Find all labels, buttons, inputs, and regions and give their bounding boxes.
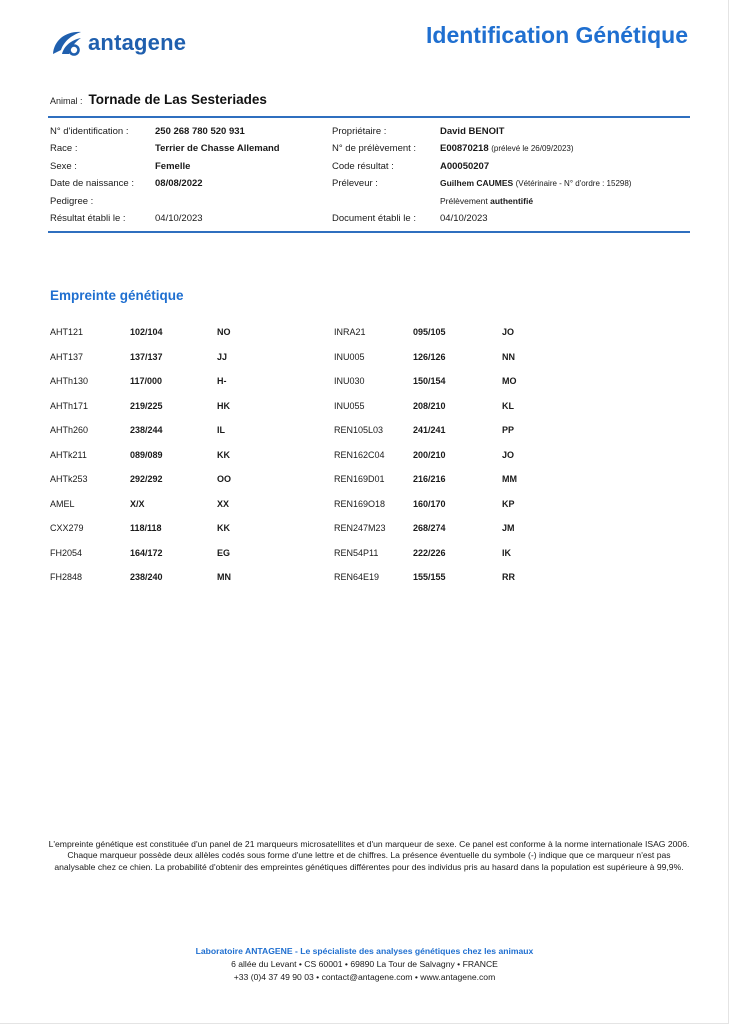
- pedigree-label: Pedigree :: [50, 195, 94, 207]
- animal-label: Animal :: [50, 96, 83, 106]
- info-row: [50, 126, 690, 143]
- logo-text: antagene: [88, 30, 187, 55]
- sample-value: E00870218: [440, 143, 489, 155]
- code-value: A00050207: [440, 160, 490, 172]
- marker-alleles: 102/104: [130, 327, 163, 337]
- marker-code: JM: [502, 523, 515, 533]
- marker-alleles: 292/292: [130, 474, 163, 484]
- marker-code: HK: [217, 400, 230, 411]
- info-row: [50, 161, 690, 178]
- marker-code: IK: [502, 547, 511, 558]
- marker-row: [50, 352, 690, 377]
- marker-row: [50, 523, 690, 548]
- marker-alleles: X/X: [130, 498, 145, 509]
- owner-value: David BENOIT: [440, 126, 505, 137]
- marker-alleles: 155/155: [413, 572, 446, 582]
- marker-row: [50, 450, 690, 475]
- marker-code: EG: [217, 547, 231, 558]
- animal-name: Tornade de Las Sesteriades: [88, 92, 267, 107]
- marker-row: [50, 572, 690, 597]
- sex-label: Sexe :: [50, 160, 77, 172]
- doc-date-value: 04/10/2023: [440, 212, 488, 224]
- marker-name: AHTh260: [50, 425, 89, 435]
- sampler-label: Préleveur :: [332, 178, 378, 190]
- sample-value-group: [440, 143, 574, 154]
- marker-code: MN: [217, 572, 231, 582]
- marker-name: AHTh171: [50, 400, 89, 411]
- marker-alleles: 126/126: [413, 351, 446, 362]
- footer-lab: Laboratoire ANTAGENE - Le spécialiste des analyses génétiques chez les animaux: [195, 946, 534, 956]
- info-row: [50, 196, 690, 213]
- marker-name: INU055: [334, 400, 365, 411]
- footer-contact: +33 (0)4 37 49 90 03 • contact@antagene.com • www.antagene.com: [233, 972, 496, 982]
- race-value: Terrier de Chasse Allemand: [155, 143, 280, 155]
- marker-table: [50, 327, 690, 597]
- marker-code: NN: [502, 351, 515, 362]
- marker-row: [50, 548, 690, 573]
- marker-code: KK: [217, 449, 230, 460]
- marker-name: REN54P11: [334, 547, 379, 558]
- marker-alleles: 117/000: [130, 376, 163, 386]
- marker-name: AMEL: [50, 498, 75, 509]
- result-date-value: 04/10/2023: [155, 212, 203, 224]
- marker-alleles: 160/170: [413, 498, 446, 509]
- marker-alleles: 216/216: [413, 474, 446, 484]
- marker-name: AHT137: [50, 351, 84, 362]
- marker-code: KL: [502, 400, 514, 411]
- birth-value: 08/08/2022: [155, 178, 203, 190]
- sample-note: (prélevé le 26/09/2023): [491, 144, 574, 154]
- marker-name: REN169O18: [334, 498, 386, 509]
- authentic-group: [440, 196, 533, 206]
- marker-alleles: 137/137: [130, 351, 163, 362]
- marker-row: [50, 474, 690, 499]
- marker-code: OO: [217, 474, 232, 484]
- marker-name: REN247M23: [334, 523, 386, 533]
- marker-name: AHT121: [50, 327, 84, 337]
- marker-alleles: 222/226: [413, 547, 446, 558]
- authentic-value: authentifié: [490, 195, 534, 206]
- top-divider: [48, 116, 690, 118]
- marker-alleles: 095/105: [413, 327, 446, 337]
- marker-name: REN105L03: [334, 425, 384, 435]
- sex-value: Femelle: [155, 160, 191, 172]
- marker-alleles: 118/118: [130, 523, 162, 533]
- marker-name: INU005: [334, 351, 365, 362]
- identification-info: [50, 126, 690, 230]
- marker-name: AHTk211: [50, 449, 87, 460]
- info-row: [50, 213, 690, 230]
- info-row: [50, 178, 690, 195]
- antagene-logo-icon: [50, 28, 84, 58]
- document-title: Identification Génétique: [426, 22, 688, 48]
- marker-name: INU030: [334, 376, 365, 386]
- marker-name: REN162C04: [334, 449, 385, 460]
- footer-address: 6 allée du Levant • CS 60001 • 69890 La Tour de Salvagny • FRANCE: [231, 959, 498, 969]
- race-label: Race :: [50, 143, 78, 155]
- marker-name: REN169D01: [334, 474, 385, 484]
- marker-row: [50, 376, 690, 401]
- marker-name: FH2054: [50, 547, 83, 558]
- info-row: [50, 143, 690, 160]
- marker-code: RR: [502, 572, 515, 582]
- result-date-label: Résultat établi le :: [50, 212, 126, 224]
- marker-name: INRA21: [334, 327, 366, 337]
- owner-label: Propriétaire :: [332, 126, 387, 137]
- marker-name: CXX279: [50, 523, 84, 533]
- marker-code: KP: [502, 498, 515, 509]
- marker-alleles: 150/154: [413, 376, 446, 386]
- sample-label: N° de prélèvement :: [332, 143, 417, 155]
- marker-row: [50, 327, 690, 352]
- sampler-value-group: [440, 178, 631, 188]
- marker-alleles: 268/274: [413, 523, 446, 533]
- animal-line: [50, 92, 267, 107]
- footer: [0, 945, 729, 984]
- doc-date-label: Document établi le :: [332, 212, 416, 224]
- marker-alleles: 208/210: [413, 400, 446, 411]
- marker-code: MM: [502, 474, 517, 484]
- id-label: N° d'identification :: [50, 126, 129, 137]
- marker-code: XX: [217, 498, 230, 509]
- marker-alleles: 164/172: [130, 547, 163, 558]
- authentic-prefix: Prélèvement: [440, 195, 488, 206]
- fingerprint-title: Empreinte génétique: [50, 288, 184, 303]
- id-value: 250 268 780 520 931: [155, 126, 245, 137]
- marker-code: PP: [502, 425, 515, 435]
- marker-name: FH2848: [50, 572, 83, 582]
- antagene-logo: [50, 28, 186, 58]
- marker-code: H-: [217, 376, 227, 386]
- marker-code: JO: [502, 327, 515, 337]
- code-label: Code résultat :: [332, 160, 394, 172]
- marker-name: REN64E19: [334, 572, 380, 582]
- marker-alleles: 238/244: [130, 425, 163, 435]
- marker-row: [50, 425, 690, 450]
- marker-alleles: 219/225: [130, 400, 163, 411]
- marker-alleles: 238/240: [130, 572, 163, 582]
- info-divider: [48, 231, 690, 233]
- marker-alleles: 241/241: [413, 425, 446, 435]
- marker-name: AHTk253: [50, 474, 88, 484]
- marker-code: NO: [217, 327, 231, 337]
- marker-name: AHTh130: [50, 376, 89, 386]
- marker-code: IL: [217, 425, 225, 435]
- birth-label: Date de naissance :: [50, 178, 134, 190]
- marker-row: [50, 499, 690, 524]
- marker-alleles: 200/210: [413, 449, 446, 460]
- marker-code: JO: [502, 449, 515, 460]
- marker-code: MO: [502, 376, 517, 386]
- marker-code: JJ: [217, 351, 228, 362]
- footnote: L'empreinte génétique est constituée d'un panel de 21 marqueurs microsatellites et d'un marqueur de sexe. Ce panel est conforme à la norme internationale ISAG 2006. Chaque marqueur possède deux allèles codés sous forme d'une lettre et de chiffres. La présence éventuelle du symbole (-) indique que ce marqueur n'est pas analysable chez ce chien. La probabilité d'obtenir des empreintes génétiques différentes pour des individus pris au hasard dans la population est supérieure à 99,9%.: [48, 839, 690, 872]
- sampler-value: Guilhem CAUMES: [440, 178, 514, 189]
- marker-code: KK: [217, 523, 230, 533]
- sampler-note: (Vétérinaire - N° d'ordre : 15298): [515, 179, 632, 189]
- marker-row: [50, 401, 690, 426]
- marker-alleles: 089/089: [130, 449, 163, 460]
